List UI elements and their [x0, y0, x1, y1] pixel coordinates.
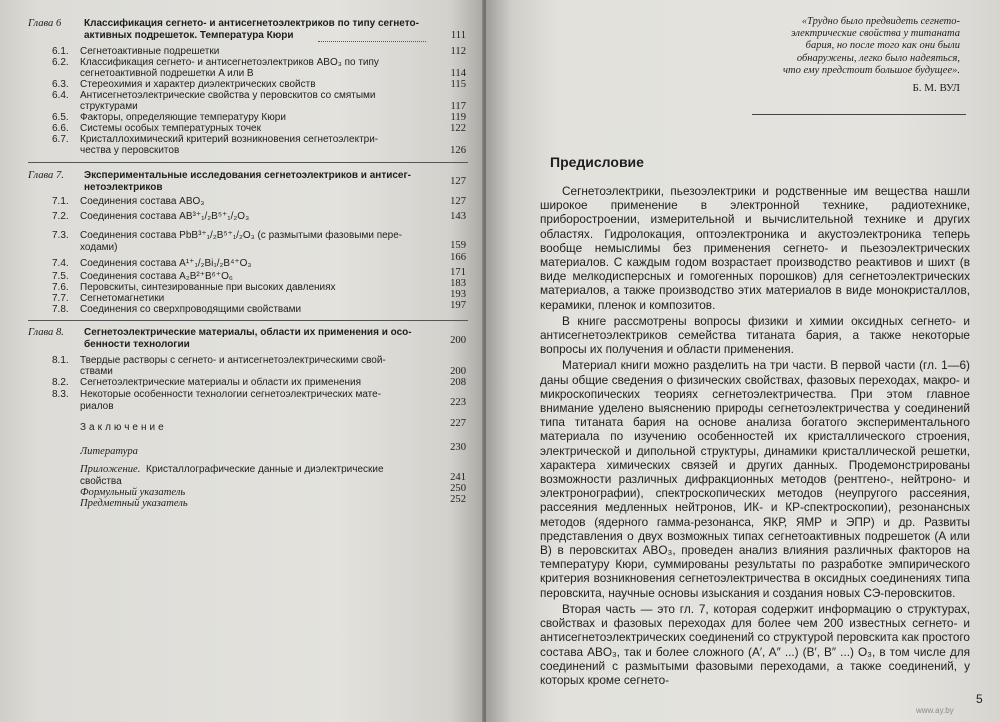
- toc-item-page: 193: [450, 289, 466, 300]
- toc-item-title: Соединения состава PbB³⁺₁/₂B⁵⁺₁/₂O₃ (с размытыми фазовыми пере-: [80, 230, 403, 241]
- appendix-line2: свойства: [80, 476, 122, 487]
- toc-item-title: Факторы, определяющие температуру Кюри: [80, 112, 286, 123]
- chapter8-label: Глава 8.: [28, 327, 64, 338]
- toc-item-title: Антисегнетоэлектрические свойства у перовскитов со смятыми: [80, 90, 376, 101]
- epigraph-line: что ему предстоит большое будущее».: [783, 64, 960, 76]
- chapter6-label: Глава 6: [28, 18, 62, 29]
- toc-item-title-cont: ствами: [80, 366, 113, 377]
- toc-item-page: 208: [450, 377, 466, 388]
- formula-index-page: 250: [450, 483, 466, 494]
- toc-item-title: Твердые растворы с сегнето- и антисегнетоэлектрическими свой-: [80, 355, 386, 366]
- toc-item-page: 127: [450, 196, 466, 207]
- epigraph-rule: [752, 114, 966, 115]
- epigraph-line: обнаружены, легко было надеяться,: [796, 52, 960, 64]
- chapter6-page: 111: [450, 30, 466, 41]
- toc-item-page: 115: [450, 79, 466, 90]
- toc-item-num: 7.2.: [52, 211, 69, 222]
- section-rule: [28, 320, 468, 321]
- toc-item-title: Системы особых температурных точек: [80, 123, 261, 134]
- toc-item-num: 7.4.: [52, 258, 69, 269]
- literature-title: Литература: [80, 446, 138, 457]
- leader-dots: [318, 40, 426, 42]
- watermark: www.ay.by: [916, 706, 954, 715]
- appendix-line1: Кристаллографические данные и диэлектрические: [146, 464, 384, 475]
- toc-item-title: Сегнетомагнетики: [80, 293, 165, 304]
- chapter6-title-line1: Классификация сегнето- и антисегнетоэлектриков по типу сегнето-: [84, 18, 419, 29]
- toc-item-title: Кристаллохимический критерий возникновения сегнетоэлектри-: [80, 134, 379, 145]
- toc-item-page: 114: [450, 68, 466, 79]
- toc-item-page: 122: [450, 123, 466, 134]
- section-rule: [28, 162, 468, 163]
- toc-item-title-cont: чества у перовскитов: [80, 145, 180, 156]
- toc-item-title-cont: риалов: [80, 401, 114, 412]
- preface-body: [540, 184, 970, 687]
- toc-item-title: Соединения состава A¹⁺₁/₂Bi₁/₂B⁴⁺O₃: [80, 258, 252, 269]
- toc-item-page: 197: [450, 300, 466, 311]
- toc-item-title: Соединения состава A₂B²⁺B⁶⁺O₆: [80, 271, 233, 282]
- toc-item-page: 117: [450, 101, 466, 112]
- chapter7-title-line1: Экспериментальные исследования сегнетоэлектриков и антисег-: [84, 170, 411, 181]
- page-number: 5: [976, 692, 983, 706]
- toc-item-title: Перовскиты, синтезированные при высоких давлениях: [80, 282, 336, 293]
- toc-item-num: 7.8.: [52, 304, 69, 315]
- toc-item-page: 119: [450, 112, 466, 123]
- toc-item-num: 7.7.: [52, 293, 69, 304]
- toc-item-num: 7.6.: [52, 282, 69, 293]
- toc-item-page: 126: [450, 145, 466, 156]
- toc-item-num: 6.5.: [52, 112, 69, 123]
- subject-index-page: 252: [450, 494, 466, 505]
- toc-item-title: Соединения со сверхпроводящими свойствами: [80, 304, 302, 315]
- toc-item-title-cont: сегнетоактивной подрешетки A или B: [80, 68, 254, 79]
- conclusion-title: Заключение: [80, 422, 167, 433]
- toc-item-title-cont: ходами): [80, 242, 118, 253]
- toc-item-num: 6.4.: [52, 90, 69, 101]
- toc-item-num: 8.3.: [52, 389, 69, 400]
- literature-page: 230: [450, 442, 466, 453]
- toc-item-title: Сегнетоактивные подрешетки: [80, 46, 220, 57]
- toc-item-title: Классификация сегнето- и антисегнетоэлектриков ABO₃ по типу: [80, 57, 379, 68]
- preface-paragraph: Сегнетоэлектрики, пьезоэлектрики и родственные им вещества нашли широкое применение в электронной технике, радиотехнике, приборостроении, измерительной и вычислительной технике и других областях. Гидролокация, оптоэлектроника и акустоэлектроника теперь вообще немыслимы без применения сегнето- и пьезоэлектрических материалов. С каждым годом возрастает производство реактивов и шихт (в виде мелкодисперсных и гомогенных порошков) для сегнетоэлектрических материалов, а также производство этих материалов в виде монокристаллов, керамики, пленок и композитов.: [540, 184, 970, 312]
- toc-item-title: Некоторые особенности технологии сегнетоэлектрических мате-: [80, 389, 382, 400]
- table-of-contents: [0, 0, 484, 722]
- toc-item-num: 6.1.: [52, 46, 69, 57]
- epigraph-author: Б. М. ВУЛ: [912, 82, 960, 94]
- epigraph-line: бария, но после того как они были: [805, 40, 960, 52]
- toc-item-num: 6.3.: [52, 79, 69, 90]
- epigraph: [760, 16, 960, 77]
- toc-item-num: 8.2.: [52, 377, 69, 388]
- chapter7-title-line2: нетоэлектриков: [84, 182, 163, 193]
- toc-item-num: 7.5.: [52, 271, 69, 282]
- epigraph-line: электрические свойства у титаната: [790, 28, 960, 40]
- left-page: [0, 0, 484, 722]
- toc-item-num: 6.6.: [52, 123, 69, 134]
- toc-item-page: 171: [450, 267, 466, 278]
- toc-item-page: 112: [450, 46, 466, 57]
- toc-item-num: 6.2.: [52, 57, 69, 68]
- conclusion-page: 227: [450, 418, 466, 429]
- appendix-label: Приложение.: [80, 464, 141, 475]
- toc-item-num: 8.1.: [52, 355, 69, 366]
- toc-item-page: 143: [450, 211, 466, 222]
- toc-item-title: Сегнетоэлектрические материалы и области их применения: [80, 377, 362, 388]
- preface-paragraph: Вторая часть — это гл. 7, которая содержит информацию о структурах, свойствах и фазовых переходах для более чем 200 известных сегнето- и антисегнетоэлектрических соединений со структурой перовскита как простого состава ABO₃, так и более сложного (A′, A″ ...) (B′, B″ ...) O₃, в том числе для соединений с размытыми фазовыми переходами, а также соединений, у которых кроме сегнето-: [540, 601, 970, 687]
- epigraph-line: «Трудно было предвидеть сегнето-: [801, 16, 960, 27]
- preface-paragraph: Материал книги можно разделить на три части. В первой части (гл. 1—6) даны общие сведения о физических свойствах, фазовых переходах, макро- и микроскопических теориях сегнетоэлектричества. При этом главное внимание уделено выяснению природы сегнетоэлектричества у соединений типа титаната бария на основе анализа богатого экспериментального материала по изучению особенностей их кристаллического строения, электрической и дипольной структуры, динамики кристаллической решетки, характера химических связей и других данных. Продемонстрированы возможности различных дифракционных методов (рентгено-, нейтроно- и электронографии), спектроскопических методов (неупругого рассеяния, рассеяния медленных нейтронов, ИК- и КР-спектроскопии), резонансных методов (ядерного гамма-резонанса, ЯКР, ЯМР и ЭПР) и др. Развиты представления о двух возможных типах сегнетоактивных подрешеток (A или B) в перовскитах ABO₃, проведен анализ влияния различных факторов на температуру Кюри, суммированы результаты по разработке эмпирического критерия возникновения сегнетоэлектричества в оксидных соединениях типа перовскита, научные основы изыскания и создания новых СЭ-перовскитов.: [540, 358, 970, 600]
- toc-item-title: Соединения состава ABO₃: [80, 196, 205, 207]
- chapter7-label: Глава 7.: [28, 170, 64, 181]
- toc-item-page: 200: [450, 366, 466, 377]
- chapter8-page: 200: [450, 335, 466, 346]
- chapter7-page: 127: [450, 176, 466, 187]
- formula-index-title: Формульный указатель: [80, 487, 186, 498]
- preface-heading: Предисловие: [550, 154, 644, 170]
- toc-item-num: 7.3.: [52, 230, 69, 241]
- chapter8-title-line1: Сегнетоэлектрические материалы, области их применения и осо-: [84, 327, 412, 338]
- toc-item-page: 183: [450, 278, 466, 289]
- toc-item-num: 6.7.: [52, 134, 69, 145]
- toc-item-page: 223: [450, 397, 466, 408]
- preface-paragraph: В книге рассмотрены вопросы физики и химии оксидных сегнето- и антисегнетоэлектриков семейства титаната бария, а также некоторые вопросы их получения и области применения.: [540, 313, 970, 357]
- toc-item-title-cont: структурами: [80, 101, 138, 112]
- toc-item-page: 166: [450, 252, 466, 263]
- toc-item-page: 159: [450, 240, 466, 251]
- toc-item-title: Стереохимия и характер диэлектрических свойств: [80, 79, 316, 90]
- toc-item-num: 7.1.: [52, 196, 69, 207]
- subject-index-title: Предметный указатель: [80, 498, 188, 509]
- appendix-page: 241: [450, 472, 466, 483]
- chapter8-title-line2: бенности технологии: [84, 339, 190, 350]
- toc-item-title: Соединения состава AB³⁺₁/₂B⁵⁺₁/₂O₃: [80, 211, 250, 222]
- chapter6-title-line2: активных подрешеток. Температура Кюри: [84, 30, 294, 41]
